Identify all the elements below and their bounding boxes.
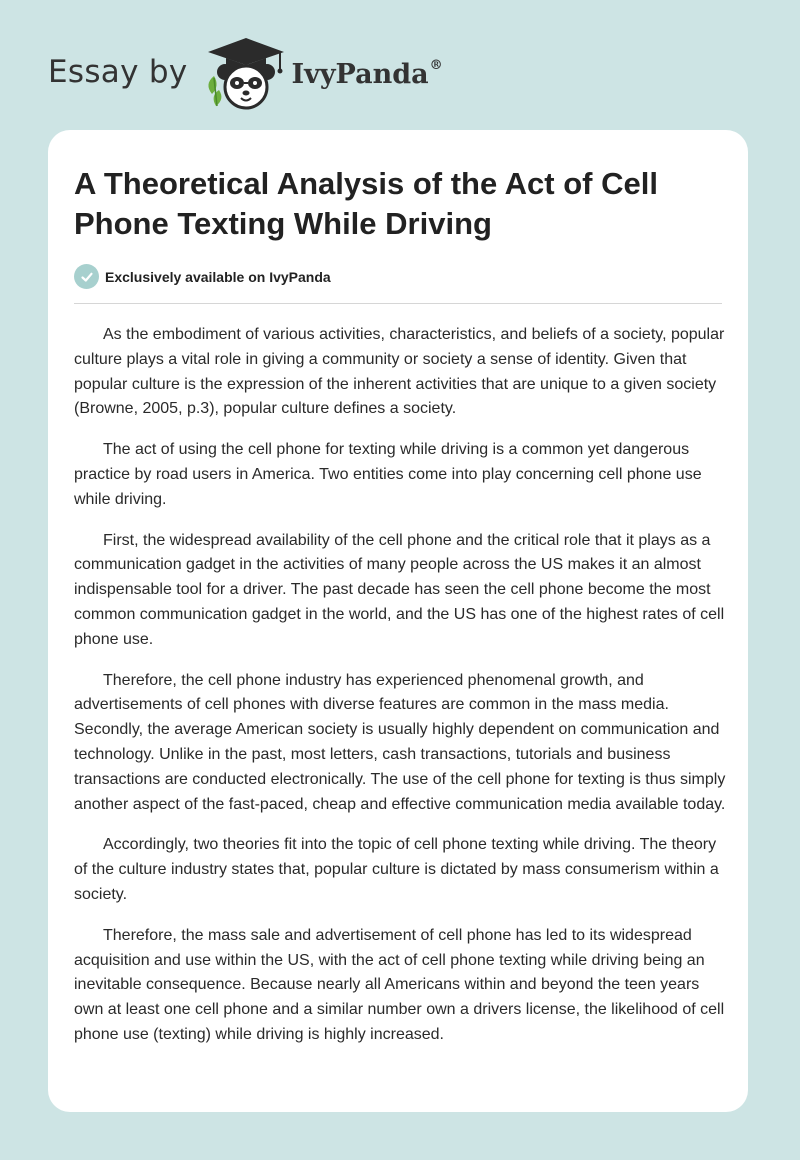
exclusive-badge: [74, 264, 331, 289]
divider: [74, 303, 722, 304]
brand-name[interactable]: IvyPanda®: [291, 57, 443, 90]
paragraph: The act of using the cell phone for texting while driving is a common yet dangerous practice by road users in America. Two entities come into play concerning cell phone use while driving.: [74, 441, 702, 508]
essay-card: [48, 130, 748, 1112]
paragraph: Accordingly, two theories fit into the topic of cell phone texting while driving. The theory of the culture industry states that, popular culture is dictated by mass consumerism within a society.: [74, 836, 719, 903]
paragraph: As the embodiment of various activities, characteristics, and beliefs of a society, popular culture plays a vital role in giving a community or society a sense of identity. Given that popular culture is the expression of the inherent activities that are unique to a given society (Browne, 2005, p.3), popular culture defines a society.: [74, 326, 725, 418]
paragraph: Therefore, the cell phone industry has experienced phenomenal growth, and advertisements of cell phones with diverse features are common in the mass media. Secondly, the average American society is usually highly dependent on communication and technology. Unlike in the past, most letters, cash transactions, tutorials and business transactions are conducted electronically. The use of the cell phone for texting is thus simply another aspect of the fast-paced, cheap and effective communication media available today.: [74, 671, 726, 813]
registered-mark: ®: [429, 57, 443, 73]
ivypanda-logo-icon[interactable]: [200, 32, 290, 112]
essay-by-label: Essay by: [48, 54, 188, 90]
essay-title: A Theoretical Analysis of the Act of Cell Phone Texting While Driving: [74, 166, 658, 241]
site-header: [48, 32, 443, 112]
paragraph: First, the widespread availability of the cell phone and the critical role that it plays as a communication gadget in the activities of many people across the US makes it an almost indispensable tool for a driver. The past decade has seen the cell phone become the most common communication gadget in the world, and the US has one of the highest rates of cell phone use.: [74, 531, 725, 648]
check-icon: [74, 264, 99, 289]
paragraph: Therefore, the mass sale and advertisement of cell phone has led to its widespread acquisition and use within the US, with the act of cell phone texting while driving being an inevitable consequence. Because nearly all Americans within and beyond the teen years own at least one cell phone and a similar number own a drivers license, the likelihood of cell phone use (texting) while driving is highly increased.: [74, 926, 725, 1043]
essay-body: [74, 323, 726, 1064]
exclusive-label: Exclusively available on IvyPanda: [105, 268, 331, 285]
